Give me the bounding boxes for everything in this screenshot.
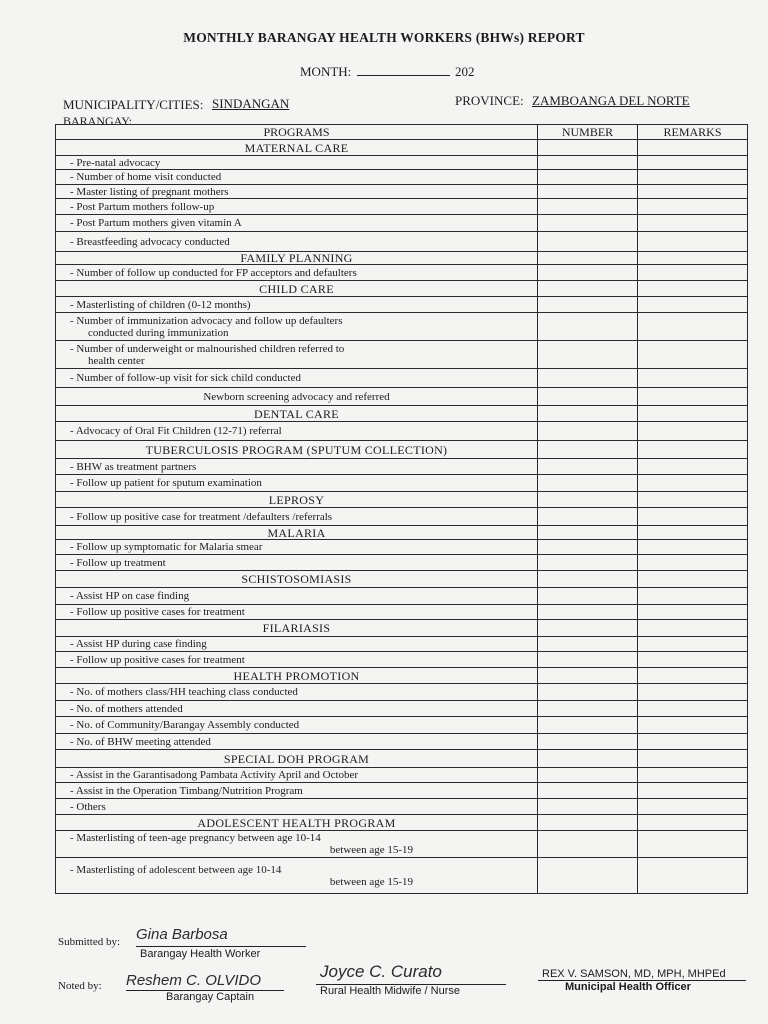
table-row [56, 475, 748, 492]
remarks-cell[interactable] [638, 341, 748, 369]
program-text: MALARIA [267, 525, 326, 540]
program-item [56, 858, 538, 894]
report-title: MONTHLY BARANGAY HEALTH WORKERS (BHWs) REPORT [183, 30, 585, 45]
program-item [56, 555, 538, 571]
number-cell[interactable] [538, 281, 638, 297]
number-cell[interactable] [538, 768, 638, 783]
number-cell[interactable] [538, 750, 638, 768]
section-row [56, 620, 748, 637]
submitted-by-label: Submitted by: [58, 936, 121, 948]
section-title [56, 815, 538, 831]
program-text: No. of mothers attended [76, 702, 183, 715]
remarks-cell[interactable] [638, 185, 748, 199]
number-cell[interactable] [538, 313, 638, 341]
number-cell[interactable] [538, 388, 638, 406]
month-blank-line [357, 75, 450, 76]
number-cell[interactable] [538, 369, 638, 388]
program-item [56, 734, 538, 750]
program-text: Number of home visit conducted [76, 171, 222, 183]
program-text: Number of follow up conducted for FP acceptors and defaulters [76, 266, 357, 279]
col-header-programs: PROGRAMS [56, 125, 538, 140]
program-item [56, 232, 538, 252]
table-row [56, 297, 748, 313]
bhw-signature-line [136, 946, 306, 947]
officer-name: REX V. SAMSON, MD, MPH, MHPEd [542, 968, 726, 980]
remarks-cell[interactable] [638, 540, 748, 555]
program-item [56, 341, 538, 369]
table-row [56, 199, 748, 215]
number-cell[interactable] [538, 815, 638, 831]
program-text: No. of BHW meeting attended [76, 735, 211, 748]
remarks-cell[interactable] [638, 637, 748, 652]
program-text: TUBERCULOSIS PROGRAM (SPUTUM COLLECTION) [145, 442, 448, 457]
number-cell[interactable] [538, 668, 638, 684]
program-text: HEALTH PROMOTION [233, 668, 360, 683]
section-row [56, 281, 748, 297]
number-cell[interactable] [538, 620, 638, 637]
table-row [56, 768, 748, 783]
program-item [56, 388, 538, 406]
program-item [56, 701, 538, 717]
table-row [56, 605, 748, 620]
program-item [56, 684, 538, 701]
table-row [56, 388, 748, 406]
program-text-age-range: between age 15-19 [329, 844, 413, 856]
section-row [56, 252, 748, 265]
remarks-cell[interactable] [638, 313, 748, 341]
number-cell[interactable] [538, 555, 638, 571]
table-row [56, 422, 748, 441]
province-label: PROVINCE: [455, 93, 524, 108]
remarks-cell[interactable] [638, 265, 748, 281]
program-item [56, 783, 538, 799]
program-text: LEPROSY [268, 492, 325, 507]
program-text: No. of mothers class/HH teaching class conducted [76, 686, 298, 698]
remarks-cell[interactable] [638, 526, 748, 540]
program-text: Assist HP during case finding [75, 638, 207, 650]
program-text: Pre-natal advocacy [76, 156, 161, 169]
section-title [56, 526, 538, 540]
number-cell[interactable] [538, 215, 638, 232]
program-item [56, 215, 538, 232]
program-text: Breastfeeding advocacy conducted [76, 235, 230, 248]
table-row [56, 341, 748, 369]
remarks-cell[interactable] [638, 684, 748, 701]
program-text: Others [76, 800, 106, 813]
remarks-cell[interactable] [638, 750, 748, 768]
program-item [56, 475, 538, 492]
remarks-cell[interactable] [638, 422, 748, 441]
remarks-cell[interactable] [638, 668, 748, 684]
program-item [56, 422, 538, 441]
section-title [56, 441, 538, 459]
number-cell[interactable] [538, 185, 638, 199]
section-title [56, 620, 538, 637]
section-title [56, 252, 538, 265]
number-cell[interactable] [538, 831, 638, 858]
remarks-cell[interactable] [638, 858, 748, 894]
number-cell[interactable] [538, 252, 638, 265]
program-text: Post Partum mothers given vitamin A [76, 217, 242, 229]
section-title [56, 750, 538, 768]
program-text: Masterlisting of adolescent between age 10-14 [76, 863, 282, 876]
captain-role: Barangay Captain [166, 991, 255, 1003]
remarks-cell[interactable] [638, 620, 748, 637]
section-title [56, 140, 538, 156]
captain-signature: Reshem C. OLVIDO [126, 972, 262, 989]
program-text-age-range: between age 15-19 [329, 875, 413, 888]
program-text: Follow up treatment [76, 556, 166, 569]
program-text: Masterlisting of teen-age pregnancy between age 10-14 [76, 832, 321, 844]
program-item [56, 369, 538, 388]
number-cell[interactable] [538, 508, 638, 526]
table-row [56, 540, 748, 555]
table-row [56, 459, 748, 475]
number-cell[interactable] [538, 605, 638, 620]
program-text-continued: health center [88, 354, 145, 367]
remarks-cell[interactable] [638, 232, 748, 252]
program-item [56, 799, 538, 815]
program-text: Number of follow-up visit for sick child conducted [76, 372, 301, 384]
table-row [56, 652, 748, 668]
program-text: Follow up patient for sputum examination [76, 477, 262, 489]
program-text: Advocacy of Oral Fit Children (12-71) referral [75, 425, 282, 437]
table-row [56, 369, 748, 388]
program-item [56, 199, 538, 215]
section-row [56, 441, 748, 459]
table-row [56, 170, 748, 185]
program-item [56, 156, 538, 170]
remarks-cell[interactable] [638, 369, 748, 388]
remarks-cell[interactable] [638, 734, 748, 750]
program-item [56, 768, 538, 783]
number-cell[interactable] [538, 684, 638, 701]
program-item [56, 508, 538, 526]
program-item [56, 540, 538, 555]
number-cell[interactable] [538, 799, 638, 815]
remarks-cell[interactable] [638, 768, 748, 783]
barangay-label: BARANGAY: [63, 114, 133, 128]
section-row [56, 815, 748, 831]
program-item [56, 652, 538, 668]
number-cell[interactable] [538, 140, 638, 156]
program-item [56, 717, 538, 734]
number-cell[interactable] [538, 199, 638, 215]
program-text: Masterlisting of children (0-12 months) [76, 298, 251, 311]
program-item [56, 313, 538, 341]
program-item [56, 588, 538, 605]
remarks-cell[interactable] [638, 492, 748, 508]
remarks-cell[interactable] [638, 156, 748, 170]
remarks-cell[interactable] [638, 388, 748, 406]
section-row [56, 140, 748, 156]
remarks-cell[interactable] [638, 459, 748, 475]
table-row [56, 637, 748, 652]
number-cell[interactable] [538, 734, 638, 750]
program-text: SCHISTOSOMIASIS [241, 572, 352, 586]
program-text-continued: conducted during immunization [88, 326, 229, 339]
number-cell[interactable] [538, 701, 638, 717]
table-row [56, 265, 748, 281]
month-year: 202 [455, 64, 475, 79]
remarks-cell[interactable] [638, 252, 748, 265]
table-row [56, 783, 748, 799]
remarks-cell[interactable] [638, 140, 748, 156]
program-text: Follow up positive cases for treatment [76, 606, 245, 618]
section-title [56, 571, 538, 588]
table-row [56, 313, 748, 341]
remarks-cell[interactable] [638, 831, 748, 858]
municipality-label: MUNICIPALITY/CITIES: [63, 97, 204, 112]
program-text: Master listing of pregnant mothers [76, 185, 229, 198]
table-row [56, 701, 748, 717]
section-title [56, 406, 538, 422]
midwife-role: Rural Health Midwife / Nurse [320, 985, 460, 997]
section-row [56, 406, 748, 422]
program-text: Number of underweight or malnourished children referred to [76, 342, 345, 355]
program-text: Follow up positive cases for treatment [76, 653, 245, 666]
remarks-cell[interactable] [638, 605, 748, 620]
remarks-cell[interactable] [638, 783, 748, 799]
number-cell[interactable] [538, 858, 638, 894]
table-row [56, 734, 748, 750]
remarks-cell[interactable] [638, 170, 748, 185]
officer-role: Municipal Health Officer [565, 981, 691, 993]
program-text: Assist in the Garantisadong Pambata Activity April and October [75, 769, 359, 781]
program-text: CHILD CARE [259, 281, 334, 296]
report-table [55, 124, 748, 894]
number-cell[interactable] [538, 475, 638, 492]
remarks-cell[interactable] [638, 588, 748, 605]
remarks-cell[interactable] [638, 199, 748, 215]
program-item [56, 459, 538, 475]
program-item [56, 297, 538, 313]
program-text: Assist in the Operation Timbang/Nutrition Program [75, 784, 303, 797]
program-text: FAMILY PLANNING [240, 251, 353, 265]
program-text: ADOLESCENT HEALTH PROGRAM [197, 815, 396, 830]
remarks-cell[interactable] [638, 652, 748, 668]
program-text: Post Partum mothers follow-up [76, 200, 215, 213]
remarks-cell[interactable] [638, 571, 748, 588]
remarks-cell[interactable] [638, 815, 748, 831]
program-text: FILARIASIS [262, 621, 331, 635]
signature-footer [0, 910, 768, 1024]
program-text: SPECIAL DOH PROGRAM [223, 751, 370, 766]
section-title [56, 668, 538, 684]
province-value: ZAMBOANGA DEL NORTE [532, 93, 690, 108]
table-row [56, 858, 748, 894]
number-cell[interactable] [538, 341, 638, 369]
program-text: DENTAL CARE [254, 406, 339, 421]
section-title [56, 492, 538, 508]
remarks-cell[interactable] [638, 799, 748, 815]
program-item [56, 185, 538, 199]
number-cell[interactable] [538, 652, 638, 668]
table-row [56, 185, 748, 199]
number-cell[interactable] [538, 637, 638, 652]
number-cell[interactable] [538, 441, 638, 459]
remarks-cell[interactable] [638, 508, 748, 526]
number-cell[interactable] [538, 783, 638, 799]
col-header-number: NUMBER [538, 125, 638, 140]
program-text: Follow up positive case for treatment /defaulters /referrals [76, 510, 333, 523]
section-row [56, 750, 748, 768]
table-body [56, 140, 748, 894]
bhw-role: Barangay Health Worker [140, 948, 261, 960]
municipality-value: SINDANGAN [212, 96, 290, 111]
number-cell[interactable] [538, 265, 638, 281]
table-row [56, 555, 748, 571]
number-cell[interactable] [538, 492, 638, 508]
remarks-cell[interactable] [638, 281, 748, 297]
noted-by-label: Noted by: [58, 980, 102, 992]
remarks-cell[interactable] [638, 701, 748, 717]
program-text: BHW as treatment partners [76, 460, 197, 473]
number-cell[interactable] [538, 170, 638, 185]
remarks-cell[interactable] [638, 406, 748, 422]
number-cell[interactable] [538, 422, 638, 441]
table-row [56, 684, 748, 701]
remarks-cell[interactable] [638, 441, 748, 459]
program-text: MATERNAL CARE [244, 140, 349, 155]
table-row [56, 215, 748, 232]
table-row [56, 156, 748, 170]
number-cell[interactable] [538, 588, 638, 605]
table-header-row [56, 125, 748, 140]
month-label: MONTH: [300, 64, 352, 79]
number-cell[interactable] [538, 297, 638, 313]
number-cell[interactable] [538, 459, 638, 475]
bhw-signature: Gina Barbosa [136, 926, 228, 943]
program-text: No. of Community/Barangay Assembly conducted [76, 719, 300, 731]
number-cell[interactable] [538, 571, 638, 588]
program-item [56, 265, 538, 281]
remarks-cell[interactable] [638, 215, 748, 232]
col-header-remarks: REMARKS [638, 125, 748, 140]
table-row [56, 799, 748, 815]
number-cell[interactable] [538, 232, 638, 252]
remarks-cell[interactable] [638, 475, 748, 492]
section-row [56, 668, 748, 684]
program-item [56, 831, 538, 858]
program-item [56, 605, 538, 620]
table-row [56, 508, 748, 526]
number-cell[interactable] [538, 406, 638, 422]
number-cell[interactable] [538, 540, 638, 555]
program-text: Assist HP on case finding [75, 590, 190, 602]
number-cell[interactable] [538, 156, 638, 170]
program-item [56, 170, 538, 185]
remarks-cell[interactable] [638, 555, 748, 571]
section-row [56, 526, 748, 540]
section-row [56, 492, 748, 508]
table-row [56, 831, 748, 858]
table-row [56, 588, 748, 605]
number-cell[interactable] [538, 717, 638, 734]
remarks-cell[interactable] [638, 717, 748, 734]
program-text: Number of immunization advocacy and follow up defaulters [76, 314, 343, 327]
program-text: Newborn screening advocacy and referred [203, 390, 390, 403]
table-row [56, 717, 748, 734]
program-item [56, 637, 538, 652]
program-text: Follow up symptomatic for Malaria smear [76, 541, 263, 553]
section-row [56, 571, 748, 588]
remarks-cell[interactable] [638, 297, 748, 313]
midwife-signature: Joyce C. Curato [320, 962, 442, 981]
section-title [56, 281, 538, 297]
number-cell[interactable] [538, 526, 638, 540]
table-row [56, 232, 748, 252]
